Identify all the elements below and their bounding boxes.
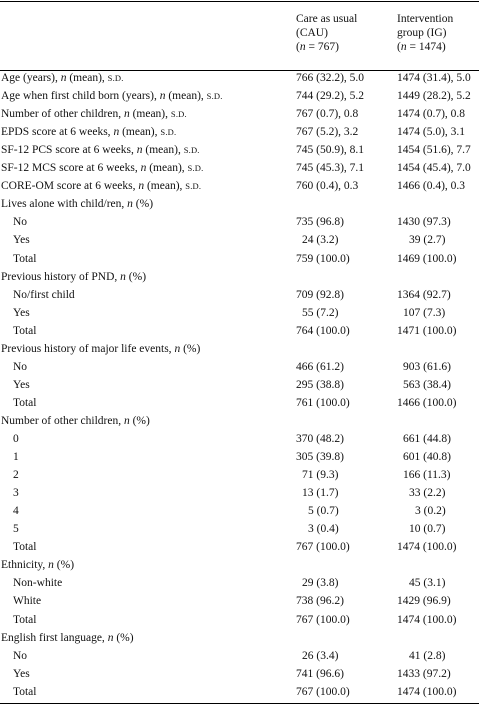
row-label: Lives alone with child/ren, n (%)	[1, 198, 154, 211]
column-header-line: group (IG)	[397, 27, 447, 39]
table-row	[0, 177, 479, 196]
cell-cau: 767 (0.7), 0.8	[296, 108, 359, 121]
cell-ig: 1469 (100.0)	[397, 252, 457, 265]
top-rule	[0, 1, 479, 2]
cell-cau: 767 (5.2), 3.2	[296, 126, 359, 139]
row-label: Yes	[13, 378, 30, 391]
cell-cau: 735 (96.8)	[296, 216, 344, 229]
row-label: Age (years), n (mean), S.D.	[1, 72, 124, 84]
table-row	[0, 250, 479, 269]
cell-ig: 1474 (100.0)	[397, 613, 457, 626]
cell-ig: 41 (2.8)	[409, 649, 446, 662]
bottom-rule	[0, 703, 479, 704]
table-row	[0, 123, 479, 142]
row-label: Ethnicity, n (%)	[1, 559, 75, 572]
cell-cau: 55 (7.2)	[302, 306, 339, 319]
cell-cau: 745 (45.3), 7.1	[296, 162, 365, 175]
row-label: Yes	[13, 234, 30, 247]
cell-ig: 1474 (100.0)	[397, 685, 457, 698]
cell-ig: 661 (44.8)	[403, 433, 451, 445]
cell-ig: 1466 (100.0)	[397, 396, 457, 409]
row-label: 5	[13, 523, 19, 536]
row-label: Yes	[13, 306, 30, 319]
cell-ig: 1364 (92.7)	[397, 288, 451, 301]
column-header-cau	[296, 12, 357, 54]
cell-ig: 166 (11.3)	[403, 469, 451, 482]
row-label: CORE-OM score at 6 weeks, n (mean), S.D.	[1, 180, 202, 193]
table-row	[0, 231, 479, 250]
cell-cau: 761 (100.0)	[296, 396, 350, 409]
table-row	[0, 322, 479, 341]
row-label: SF-12 MCS score at 6 weeks, n (mean), S.D.	[1, 162, 204, 175]
cell-cau: 764 (100.0)	[296, 324, 350, 337]
cell-ig: 33 (2.2)	[409, 487, 446, 500]
cell-ig: 1433 (97.2)	[397, 667, 451, 680]
cell-ig: 1474 (0.7), 0.8	[397, 108, 466, 121]
cell-cau: 741 (96.6)	[296, 667, 344, 680]
cell-ig: 10 (0.7)	[409, 523, 446, 536]
row-label: No	[13, 216, 28, 229]
table-group-header	[0, 195, 479, 214]
table-row	[0, 538, 479, 557]
cell-cau: 71 (9.3)	[302, 469, 339, 482]
row-label: White	[13, 595, 42, 608]
row-label: Number of other children, n (%)	[1, 414, 150, 427]
cell-cau: 767 (100.0)	[296, 541, 350, 554]
cell-ig: 601 (40.8)	[403, 451, 451, 464]
row-label: 3	[13, 487, 19, 500]
row-label: Age when first child born (years), n (mean), S.D.	[1, 90, 223, 103]
table-row	[0, 448, 479, 467]
cell-cau: 5 (0.7)	[308, 505, 339, 518]
row-label: Previous history of major life events, n (%)	[1, 342, 201, 355]
table-row	[0, 647, 479, 666]
cell-cau: 760 (0.4), 0.3	[296, 180, 359, 193]
table-row	[0, 376, 479, 395]
table-row	[0, 466, 479, 485]
cell-ig: 1454 (45.4), 7.0	[397, 162, 471, 175]
cell-cau: 305 (39.8)	[296, 451, 344, 464]
table-row	[0, 502, 479, 521]
cell-ig: 1474 (31.4), 5.0	[397, 72, 471, 84]
column-header-line: (CAU)	[296, 27, 328, 39]
row-label: No/first child	[13, 288, 75, 301]
cell-cau: 295 (38.8)	[296, 378, 344, 391]
table-row	[0, 665, 479, 684]
row-label: 0	[13, 433, 19, 445]
cell-ig: 1474 (5.0), 3.1	[397, 126, 466, 139]
cell-cau: 13 (1.7)	[302, 487, 339, 500]
row-label: 2	[13, 469, 19, 482]
cell-cau: 767 (100.0)	[296, 685, 350, 698]
cell-cau: 3 (0.4)	[308, 523, 339, 536]
cell-ig: 45 (3.1)	[409, 577, 446, 590]
row-label: Total	[13, 685, 37, 698]
table-row	[0, 69, 479, 88]
row-label: Total	[13, 541, 37, 554]
cell-ig: 3 (0.2)	[415, 505, 446, 518]
cell-cau: 466 (61.2)	[296, 360, 344, 373]
table-row	[0, 213, 479, 232]
cell-cau: 24 (3.2)	[302, 234, 339, 247]
cell-cau: 766 (32.2), 5.0	[296, 72, 365, 84]
table-group-header	[0, 412, 479, 431]
table-group-header	[0, 268, 479, 287]
column-header-ig	[397, 12, 453, 54]
table-row	[0, 484, 479, 503]
cell-ig: 1466 (0.4), 0.3	[397, 180, 466, 193]
cell-ig: 1474 (100.0)	[397, 541, 457, 554]
table-row	[0, 286, 479, 305]
cell-ig: 1454 (51.6), 7.7	[397, 144, 471, 157]
cell-ig: 1430 (97.3)	[397, 216, 451, 229]
column-header-line: Care as usual	[296, 13, 358, 25]
cell-cau: 767 (100.0)	[296, 613, 350, 626]
row-label: No	[13, 649, 28, 662]
table-row	[0, 683, 479, 702]
table-row	[0, 430, 479, 449]
row-label: No	[13, 360, 28, 373]
table-row	[0, 611, 479, 630]
table-group-header	[0, 556, 479, 575]
row-label: Yes	[13, 667, 30, 680]
cell-cau: 744 (29.2), 5.2	[296, 90, 365, 103]
column-header-line: (n = 767)	[296, 41, 339, 53]
row-label: SF-12 PCS score at 6 weeks, n (mean), S.D.	[1, 144, 200, 157]
table-row	[0, 358, 479, 377]
row-label: 4	[13, 505, 19, 518]
cell-cau: 26 (3.4)	[302, 649, 339, 662]
cell-ig: 1449 (28.2), 5.2	[397, 90, 471, 103]
cell-ig: 107 (7.3)	[403, 306, 446, 319]
row-label: Total	[13, 324, 37, 337]
cell-cau: 759 (100.0)	[296, 252, 350, 265]
cell-cau: 29 (3.8)	[302, 577, 339, 590]
table-group-header	[0, 629, 479, 648]
cell-ig: 903 (61.6)	[403, 360, 451, 373]
cell-ig: 563 (38.4)	[403, 378, 451, 391]
cell-cau: 745 (50.9), 8.1	[296, 144, 365, 157]
table-row	[0, 304, 479, 323]
row-label: Non-white	[13, 577, 63, 590]
row-label: Total	[13, 613, 37, 626]
cell-ig: 1429 (96.9)	[397, 595, 451, 608]
row-label: Previous history of PND, n (%)	[1, 270, 147, 283]
table-row	[0, 574, 479, 593]
table-row	[0, 592, 479, 611]
row-label: EPDS score at 6 weeks, n (mean), S.D.	[1, 126, 177, 139]
cell-cau: 709 (92.8)	[296, 288, 344, 301]
table-group-header	[0, 340, 479, 359]
table-row	[0, 141, 479, 160]
cell-cau: 370 (48.2)	[296, 433, 344, 445]
row-label: Number of other children, n (mean), S.D.	[1, 108, 187, 121]
column-header-line: (n = 1474)	[397, 41, 446, 53]
table-row	[0, 159, 479, 178]
row-label: Total	[13, 396, 37, 409]
table-row	[0, 105, 479, 124]
table-row	[0, 394, 479, 413]
table-row	[0, 520, 479, 539]
row-label: English first language, n (%)	[1, 631, 134, 644]
table-row	[0, 87, 479, 106]
cell-cau: 738 (96.2)	[296, 595, 344, 608]
cell-ig: 1471 (100.0)	[397, 324, 457, 337]
row-label: Total	[13, 252, 37, 265]
cell-ig: 39 (2.7)	[409, 234, 446, 247]
row-label: 1	[13, 451, 19, 464]
column-header-line: Intervention	[397, 13, 454, 25]
